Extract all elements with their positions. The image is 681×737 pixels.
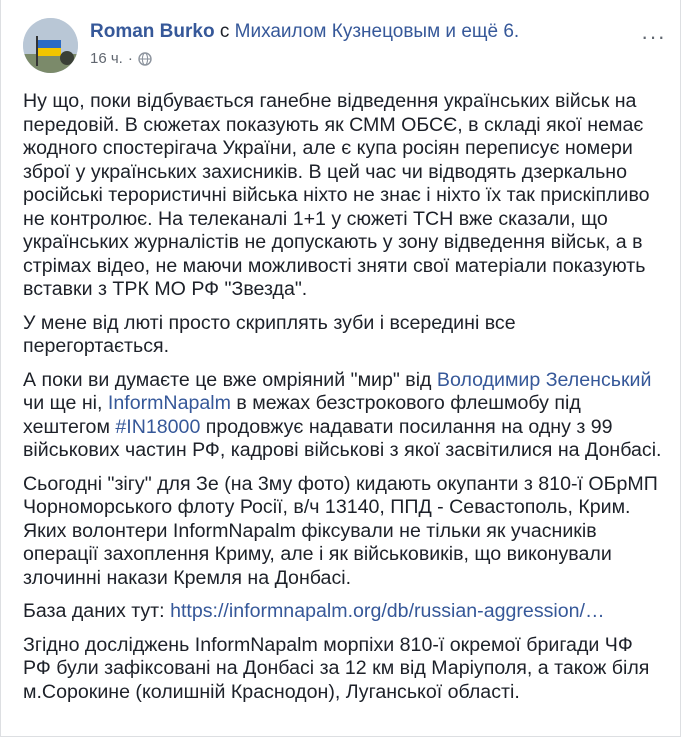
paragraph-6: Згідно досліджень InformNapalm морпіхи 810-ї окремої бригади ЧФ РФ були зафіксовані на Донбасі за 12 км від Маріуполя, а також біля м.Сорокине (колишній Краснодон), Луганської області. bbox=[23, 633, 650, 703]
post-body bbox=[23, 90, 663, 714]
paragraph-4 bbox=[23, 473, 663, 591]
more-options-icon[interactable]: ··· bbox=[641, 24, 666, 49]
flag-avatar-icon bbox=[23, 18, 78, 73]
avatar[interactable] bbox=[23, 18, 78, 73]
paragraph-3-text-a: А поки ви думаєте це вже омріяний "мир" від bbox=[23, 368, 437, 391]
database-url-link[interactable]: https://informnapalm.org/db/russian-aggression/… bbox=[170, 600, 605, 622]
author-name[interactable]: Roman Burko bbox=[90, 21, 215, 42]
paragraph-4-line-1: Сьогодні "зігу" для Зе (на 3му фото) кидають окупанти з 810-ї ОБрМП Чорноморського флоту Росії, в/ч 13140, ППД - Севастополь, Крим. bbox=[23, 472, 658, 518]
paragraph-5 bbox=[23, 600, 663, 624]
mention-informnapalm-link[interactable]: InformNapalm bbox=[107, 392, 231, 414]
paragraph-4-line-2: Яких волонтери InformNapalm фіксували не тільки як учасників операції захоплення Криму, але і як військовиків, що виконували злочинні накази Кремля на Донбасі. bbox=[23, 519, 612, 589]
timestamp[interactable]: 16 ч. bbox=[90, 50, 123, 67]
tagged-people-link[interactable]: Михаилом Кузнецовым и ещё 6. bbox=[234, 21, 520, 42]
paragraph-1: Ну що, поки відбувається ганебне відведення українських військ на передовій. В сюжетах показують як СММ ОБСЄ, в складі якої немає жодного спостерігача України, але є купа росіян переписує номери зброї у українських захисників. В цей час чи відводять дзеркально російські терористичні війська ніхто не знає і ніхто їх так прискіпливо не контролює. На телеканалі 1+1 у сюжеті ТСН вже сказали, що українських журналістів не допускають у зону відведення військ, а в стрімах відео, не маючи можливості зняти свої матеріали показують вставки з ТРК МО РФ "Звезда". bbox=[23, 90, 650, 300]
paragraph-3-text-c: в межах безстрокового флешмобу під хештегом bbox=[23, 392, 581, 438]
meta-separator: · bbox=[127, 50, 133, 67]
database-label: База даних тут: bbox=[23, 600, 171, 622]
post-meta bbox=[90, 50, 152, 67]
paragraph-3 bbox=[23, 369, 663, 463]
post-title-line bbox=[90, 20, 519, 44]
paragraph-3-text-d: продовжує надавати посилання на одну з 99 військових частин РФ, кадрові військові з якої засвітилися на Донбасі. bbox=[23, 415, 662, 461]
globe-icon[interactable] bbox=[138, 52, 152, 66]
paragraph-3-text-b: чи ще ні, bbox=[23, 392, 108, 414]
paragraph-2: У мене від люті просто скриплять зуби і всередині все перегортається. bbox=[23, 311, 516, 357]
hashtag-link[interactable]: #IN18000 bbox=[115, 415, 201, 438]
with-text: с bbox=[214, 21, 235, 42]
post-header bbox=[23, 18, 666, 74]
mention-zelensky-link[interactable]: Володимир Зеленський bbox=[436, 368, 652, 391]
